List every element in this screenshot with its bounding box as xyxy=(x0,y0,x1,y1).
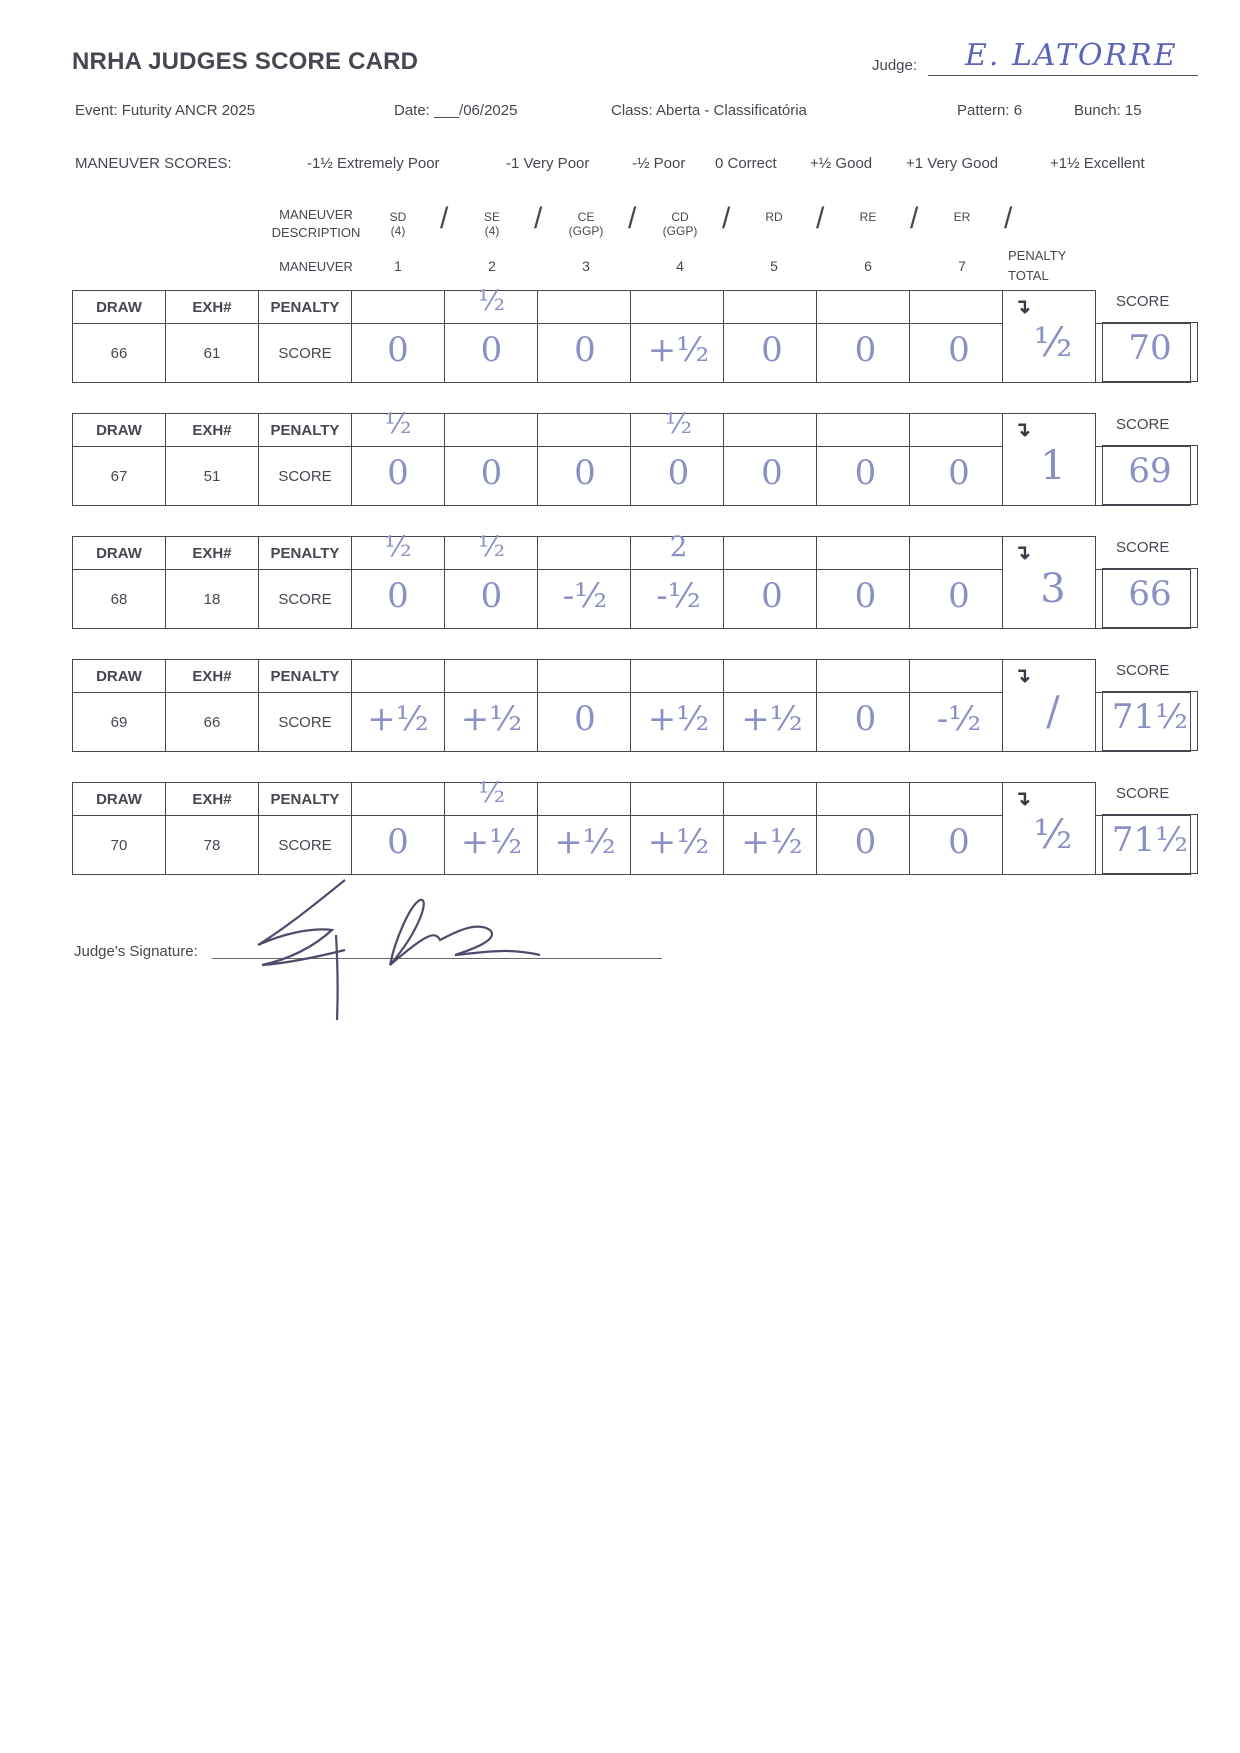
penalty-cell[interactable] xyxy=(817,660,910,693)
penalty-header: PENALTY xyxy=(259,291,352,324)
draw-header: DRAW xyxy=(73,783,166,816)
handwritten-penalty: ½ xyxy=(477,284,506,317)
handwritten-penalty-total: 3 xyxy=(1040,566,1066,612)
handwritten-penalty-total: / xyxy=(1046,689,1060,735)
handwritten-total-score: 71½ xyxy=(1111,820,1189,860)
exh-header: EXH# xyxy=(166,660,259,693)
maneuver-code: SD (4) xyxy=(389,210,407,238)
separator-slash: / xyxy=(910,202,919,235)
judge-line xyxy=(928,75,1198,76)
penalty-cell[interactable] xyxy=(817,537,910,570)
pattern-field: Pattern: 6 xyxy=(957,102,1023,119)
scale-item: -½ Poor xyxy=(632,155,686,172)
scale-item: -1½ Extremely Poor xyxy=(307,155,440,172)
down-arrow-icon: ↴ xyxy=(1014,419,1031,441)
exh-header: EXH# xyxy=(166,414,259,447)
scale-item: 0 Correct xyxy=(715,155,777,172)
maneuver-code: RE xyxy=(859,210,877,224)
maneuver-number: 4 xyxy=(676,258,684,274)
handwritten-penalty: ½ xyxy=(384,407,412,440)
penalty-cell[interactable] xyxy=(817,414,910,447)
exh-header: EXH# xyxy=(166,537,259,570)
exh-value: 18 xyxy=(166,570,259,629)
handwritten-total-score: 69 xyxy=(1128,451,1172,491)
handwritten-score: 0 xyxy=(761,330,783,370)
penalty-cell[interactable] xyxy=(538,783,631,816)
handwritten-score: +½ xyxy=(460,699,523,739)
draw-value: 70 xyxy=(73,816,166,875)
penalty-cell[interactable] xyxy=(910,414,1003,447)
penalty-cell[interactable] xyxy=(352,291,445,324)
draw-value: 67 xyxy=(73,447,166,506)
entry-block xyxy=(72,776,1200,876)
down-arrow-icon: ↴ xyxy=(1014,542,1031,564)
handwritten-penalty-total: ½ xyxy=(1033,812,1073,858)
handwritten-score: 0 xyxy=(854,699,877,739)
handwritten-score: 0 xyxy=(948,576,970,616)
handwritten-score: -½ xyxy=(656,576,701,616)
scale-item: -1 Very Poor xyxy=(506,155,590,172)
penalty-header: PENALTY xyxy=(259,660,352,693)
penalty-cell[interactable] xyxy=(631,783,724,816)
handwritten-score: 0 xyxy=(948,330,970,370)
handwritten-penalty: ½ xyxy=(664,407,693,440)
entry-block xyxy=(72,284,1200,384)
maneuver-code: SE (4) xyxy=(483,210,500,238)
bunch-field: Bunch: 15 xyxy=(1074,102,1142,119)
exh-header: EXH# xyxy=(166,291,259,324)
draw-header: DRAW xyxy=(73,414,166,447)
handwritten-score: -½ xyxy=(936,699,982,739)
maneuver-number: 5 xyxy=(770,258,778,274)
handwritten-score: 0 xyxy=(574,330,596,370)
total-score-label: SCORE xyxy=(1116,662,1170,679)
class-field: Class: Aberta - Classificatória xyxy=(611,102,807,119)
maneuver-scores-label: MANEUVER SCORES: xyxy=(75,155,232,172)
down-arrow-icon: ↴ xyxy=(1014,296,1031,318)
total-score-label: SCORE xyxy=(1116,293,1170,310)
handwritten-score: 0 xyxy=(480,576,503,616)
handwritten-penalty: ½ xyxy=(477,530,506,563)
total-score-box[interactable] xyxy=(1102,445,1198,505)
total-score-box[interactable] xyxy=(1102,322,1198,382)
separator-slash: / xyxy=(1004,202,1013,235)
judge-name: E. LATORRE xyxy=(965,38,1178,73)
entry-block xyxy=(72,659,1200,753)
exh-value: 51 xyxy=(166,447,259,506)
entry-block xyxy=(72,407,1200,507)
scale-item: +½ Good xyxy=(810,155,873,172)
penalty-header: PENALTY xyxy=(259,783,352,816)
handwritten-score: +½ xyxy=(647,822,710,862)
penalty-cell[interactable] xyxy=(538,660,631,693)
penalty-cell[interactable] xyxy=(538,291,631,324)
handwritten-score: 0 xyxy=(387,576,409,616)
penalty-cell[interactable] xyxy=(817,291,910,324)
maneuver-code: CD (GGP) xyxy=(662,210,698,238)
total-score-box[interactable] xyxy=(1102,814,1198,874)
handwritten-score: 0 xyxy=(854,330,877,370)
penalty-cell[interactable] xyxy=(445,414,538,447)
judge-label: Judge: xyxy=(872,57,918,74)
handwritten-score: 0 xyxy=(387,330,409,370)
scale-item: +1½ Excellent xyxy=(1050,155,1145,172)
handwritten-score: 0 xyxy=(574,453,596,493)
maneuver-code: ER xyxy=(953,210,971,224)
handwritten-score: +½ xyxy=(367,699,429,739)
penalty-cell[interactable] xyxy=(631,291,724,324)
draw-header: DRAW xyxy=(73,660,166,693)
exh-value: 61 xyxy=(166,324,259,383)
handwritten-score: 0 xyxy=(387,822,409,862)
maneuver-code: CE (GGP) xyxy=(568,210,604,238)
handwritten-penalty: ½ xyxy=(384,530,412,563)
score-row-label: SCORE xyxy=(259,570,352,629)
penalty-header: PENALTY xyxy=(259,414,352,447)
handwritten-score: 0 xyxy=(761,576,783,616)
penalty-cell[interactable] xyxy=(445,660,538,693)
penalty-cell[interactable] xyxy=(910,291,1003,324)
handwritten-penalty-total: 1 xyxy=(1040,443,1066,489)
handwritten-score: +½ xyxy=(741,822,803,862)
handwritten-score: +½ xyxy=(647,330,710,370)
maneuver-code: RD xyxy=(765,210,783,224)
total-score-label: SCORE xyxy=(1116,416,1170,433)
separator-slash: / xyxy=(628,202,637,235)
handwritten-score: 0 xyxy=(574,699,596,739)
total-score-label: SCORE xyxy=(1116,785,1170,802)
draw-value: 69 xyxy=(73,693,166,752)
handwritten-penalty: ½ xyxy=(477,776,506,809)
handwritten-penalty: 2 xyxy=(669,530,688,563)
exh-value: 66 xyxy=(166,693,259,752)
maneuver-description-label: MANEUVER DESCRIPTION xyxy=(271,207,361,240)
event-field: Event: Futurity ANCR 2025 xyxy=(75,102,256,119)
handwritten-score: 0 xyxy=(854,453,877,493)
penalty-cell[interactable] xyxy=(538,537,631,570)
handwritten-score: 0 xyxy=(667,453,690,493)
penalty-cell[interactable] xyxy=(817,783,910,816)
penalty-cell[interactable] xyxy=(724,783,817,816)
draw-value: 68 xyxy=(73,570,166,629)
handwritten-score: 0 xyxy=(761,453,783,493)
maneuver-number: 3 xyxy=(582,258,590,274)
signature-label: Judge's Signature: xyxy=(74,943,198,960)
penalty-cell[interactable] xyxy=(538,414,631,447)
handwritten-score: 0 xyxy=(948,822,970,862)
draw-header: DRAW xyxy=(73,537,166,570)
handwritten-penalty-total: ½ xyxy=(1033,320,1073,366)
handwritten-score: 0 xyxy=(854,576,877,616)
penalty-cell[interactable] xyxy=(724,291,817,324)
penalty-header: PENALTY xyxy=(259,537,352,570)
penalty-total-label: PENALTY TOTAL xyxy=(1008,248,1067,283)
penalty-cell[interactable] xyxy=(910,783,1003,816)
handwritten-score: -½ xyxy=(562,576,608,616)
total-score-box[interactable] xyxy=(1102,568,1198,628)
exh-value: 78 xyxy=(166,816,259,875)
handwritten-score: +½ xyxy=(460,822,523,862)
handwritten-total-score: 66 xyxy=(1128,574,1172,614)
separator-slash: / xyxy=(722,202,731,235)
separator-slash: / xyxy=(816,202,825,235)
penalty-cell[interactable] xyxy=(352,783,445,816)
score-row-label: SCORE xyxy=(259,816,352,875)
handwritten-total-score: 70 xyxy=(1128,328,1172,368)
handwritten-score: 0 xyxy=(480,330,503,370)
handwritten-score: 0 xyxy=(948,453,970,493)
penalty-cell[interactable] xyxy=(910,660,1003,693)
score-row-label: SCORE xyxy=(259,693,352,752)
down-arrow-icon: ↴ xyxy=(1014,788,1031,810)
maneuver-label: MANEUVER xyxy=(279,259,353,274)
draw-header: DRAW xyxy=(73,291,166,324)
penalty-cell[interactable] xyxy=(724,414,817,447)
penalty-cell[interactable] xyxy=(631,660,724,693)
entry-block xyxy=(72,530,1200,630)
penalty-cell[interactable] xyxy=(724,660,817,693)
total-score-box[interactable] xyxy=(1102,691,1198,751)
handwritten-score: +½ xyxy=(554,822,616,862)
down-arrow-icon: ↴ xyxy=(1014,665,1031,687)
card-title: NRHA JUDGES SCORE CARD xyxy=(72,48,419,75)
maneuver-number: 7 xyxy=(958,258,966,274)
score-row-label: SCORE xyxy=(259,447,352,506)
handwritten-score: +½ xyxy=(647,699,710,739)
maneuver-number: 6 xyxy=(864,258,872,274)
penalty-cell[interactable] xyxy=(724,537,817,570)
penalty-cell[interactable] xyxy=(352,660,445,693)
exh-header: EXH# xyxy=(166,783,259,816)
maneuver-number: 1 xyxy=(394,258,402,274)
judge-signature xyxy=(250,875,550,1025)
draw-value: 66 xyxy=(73,324,166,383)
handwritten-score: 0 xyxy=(480,453,503,493)
handwritten-score: 0 xyxy=(387,453,409,493)
total-score-label: SCORE xyxy=(1116,539,1170,556)
score-row-label: SCORE xyxy=(259,324,352,383)
scale-item: +1 Very Good xyxy=(906,155,999,172)
handwritten-score: +½ xyxy=(741,699,803,739)
penalty-cell[interactable] xyxy=(910,537,1003,570)
separator-slash: / xyxy=(534,202,543,235)
date-field: Date: ___/06/2025 xyxy=(394,102,518,119)
maneuver-number: 2 xyxy=(488,258,496,274)
separator-slash: / xyxy=(440,202,449,235)
handwritten-total-score: 71½ xyxy=(1111,697,1189,737)
handwritten-score: 0 xyxy=(854,822,877,862)
